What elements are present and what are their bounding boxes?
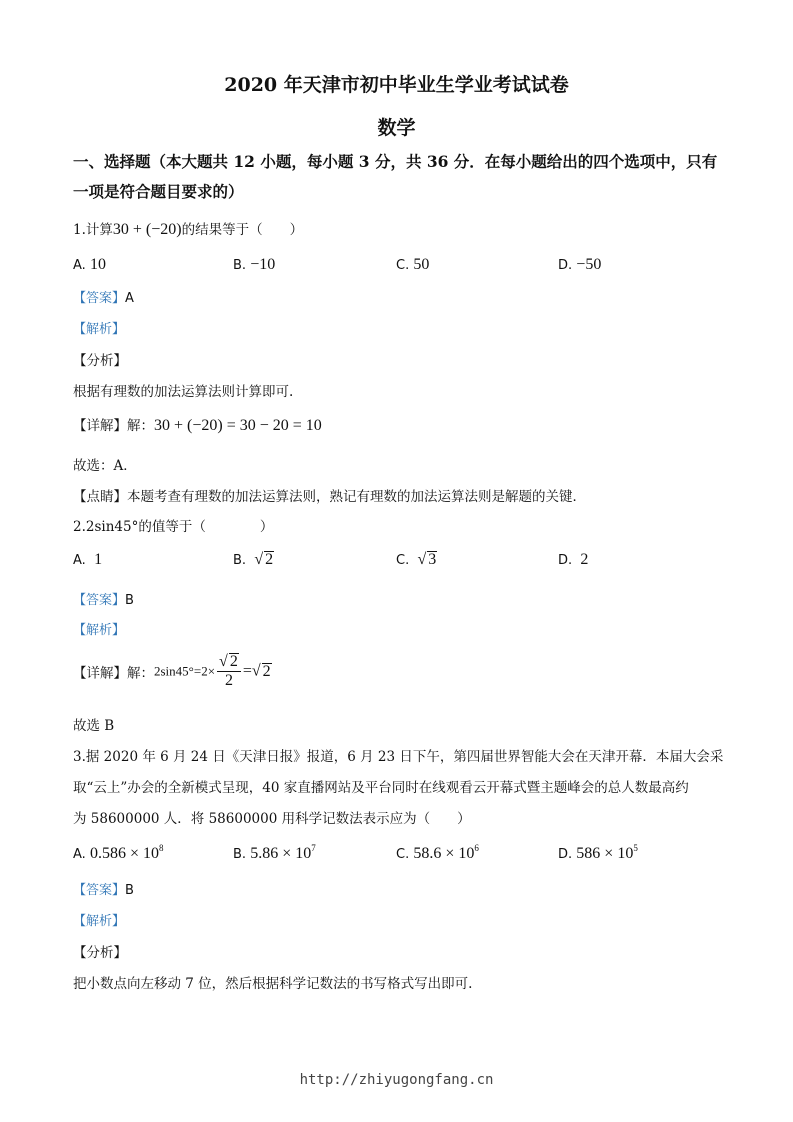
option-letter: A. [73, 258, 86, 273]
q1-fenxi-tag: 【分析】 [73, 353, 127, 369]
answer-value: B [125, 593, 134, 608]
q1-analysis-tag [73, 318, 125, 337]
q2-answer [73, 589, 134, 608]
option-letter: D. [558, 847, 573, 862]
sqrt-sign: √ [254, 551, 264, 568]
answer-tag: 【答案】 [73, 593, 126, 608]
q3-option-b [233, 843, 316, 863]
answer-tag: 【答案】 [73, 291, 126, 306]
detail-rhs: 2 [262, 663, 271, 680]
q2-option-a [73, 551, 102, 569]
detail-tag: 【详解】解： [73, 418, 154, 434]
q1-answer [73, 287, 134, 306]
option-letter: D. [558, 258, 573, 273]
option-base: 0.586 × 10 [89, 845, 159, 862]
q3-fenxi-text: 把小数点向左移动 7 位，然后根据科学记数法的书写格式写出即可. [73, 976, 473, 992]
option-value: −50 [576, 256, 602, 273]
q1-stem-suffix: 的结果等于（ ） [181, 222, 304, 238]
q3-answer [73, 879, 134, 898]
option-base: 586 × 10 [576, 845, 634, 862]
analysis-tag: 【解析】 [73, 322, 126, 337]
exam-title: 2020 年天津市初中毕业生学业考试试卷 [224, 74, 569, 96]
answer-value: A [125, 291, 134, 306]
fraction-denominator: 2 [224, 672, 233, 689]
q3-analysis-tag [73, 910, 125, 929]
fraction-numerator: √ 2 [217, 653, 241, 672]
analysis-tag: 【解析】 [73, 623, 126, 638]
q1-stem [73, 218, 303, 239]
q1-conclusion: 故选：A． [73, 458, 137, 474]
option-letter: B. [233, 553, 247, 568]
option-letter: B. [233, 258, 247, 273]
q3-option-d [558, 843, 638, 863]
q2-detail [73, 653, 272, 690]
dianjing-text: 本题考查有理数的加法运算法则，熟记有理数的加法运算法则是解题的关键． [127, 489, 586, 505]
detail-expr: 30 + (−20) = 30 − 20 = 10 [154, 417, 322, 434]
answer-tag: 【答案】 [73, 883, 126, 898]
footer-url[interactable]: http://zhiyugongfang.cn [299, 1072, 494, 1088]
q2-option-c [396, 551, 437, 569]
q1-detail [73, 414, 322, 435]
option-exponent: 6 [474, 843, 479, 853]
numerator-value: 2 [229, 653, 238, 670]
answer-value: B [125, 883, 134, 898]
equals-sign: = [242, 662, 252, 680]
option-letter: A. [73, 847, 86, 862]
q3-option-c [396, 843, 479, 863]
detail-tag: 【详解】解： [73, 665, 154, 682]
q1-fenxi-text: 根据有理数的加法运算法则计算即可. [73, 384, 294, 400]
q1-option-b [233, 256, 275, 274]
option-value: −10 [250, 256, 276, 273]
option-letter: D. [558, 553, 573, 568]
option-exponent: 7 [311, 843, 316, 853]
option-base: 58.6 × 10 [413, 845, 475, 862]
q2-analysis-tag [73, 619, 125, 638]
q2-stem: 2.2sin45°的值等于（ ） [73, 519, 274, 535]
option-value: 1 [94, 551, 103, 568]
q1-dianjing [73, 485, 586, 505]
q3-fenxi-tag: 【分析】 [73, 945, 127, 961]
option-value: 2 [580, 551, 589, 568]
q1-stem-expr: 30 + (−20) [112, 221, 182, 238]
q3-stem-line3: 为 58600000 人．将 58600000 用科学记数法表示应为（ ） [73, 811, 471, 827]
q3-stem-line1: 3.据 2020 年 6 月 24 日《天津日报》报道，6 月 23 日下午，第四届世界智能大会在天津开幕．本届大会采 [73, 749, 724, 765]
detail-fraction [217, 653, 241, 690]
option-letter: B. [233, 847, 247, 862]
q2-option-b [233, 551, 274, 569]
q1-option-a [73, 256, 106, 274]
section-heading-line1: 一、选择题（本大题共 12 小题，每小题 3 分，共 36 分．在每小题给出的四个选项中，只有 [73, 152, 718, 171]
q1-option-c [396, 256, 429, 274]
q2-conclusion: 故选 B [73, 718, 115, 734]
option-value: 2 [265, 551, 274, 568]
sqrt-sign: √ [417, 551, 427, 568]
detail-lhs: 2sin45°=2× [154, 663, 216, 679]
option-exponent: 5 [633, 843, 638, 853]
section-heading-line2: 一项是符合题目要求的） [73, 182, 244, 201]
sqrt-sign: √ [251, 662, 261, 680]
option-letter: A. [73, 553, 86, 568]
subject-title: 数学 [377, 117, 416, 139]
option-letter: C. [396, 847, 410, 862]
q2-option-d [558, 551, 588, 569]
q1-option-d [558, 256, 601, 274]
option-value: 3 [428, 551, 437, 568]
option-base: 5.86 × 10 [250, 845, 312, 862]
analysis-tag: 【解析】 [73, 914, 126, 929]
option-letter: C. [396, 258, 410, 273]
dianjing-tag: 【点睛】 [73, 489, 127, 505]
q3-option-a [73, 843, 163, 863]
option-value: 10 [89, 256, 106, 273]
q3-stem-line2: 取“云上”办会的全新模式呈现，40 家直播网站及平台同时在线观看云开幕式暨主题峰会的总人数最高约 [73, 780, 689, 796]
q1-stem-prefix: 1.计算 [73, 222, 113, 238]
option-letter: C. [396, 553, 410, 568]
option-value: 50 [413, 256, 430, 273]
option-exponent: 8 [158, 843, 164, 853]
